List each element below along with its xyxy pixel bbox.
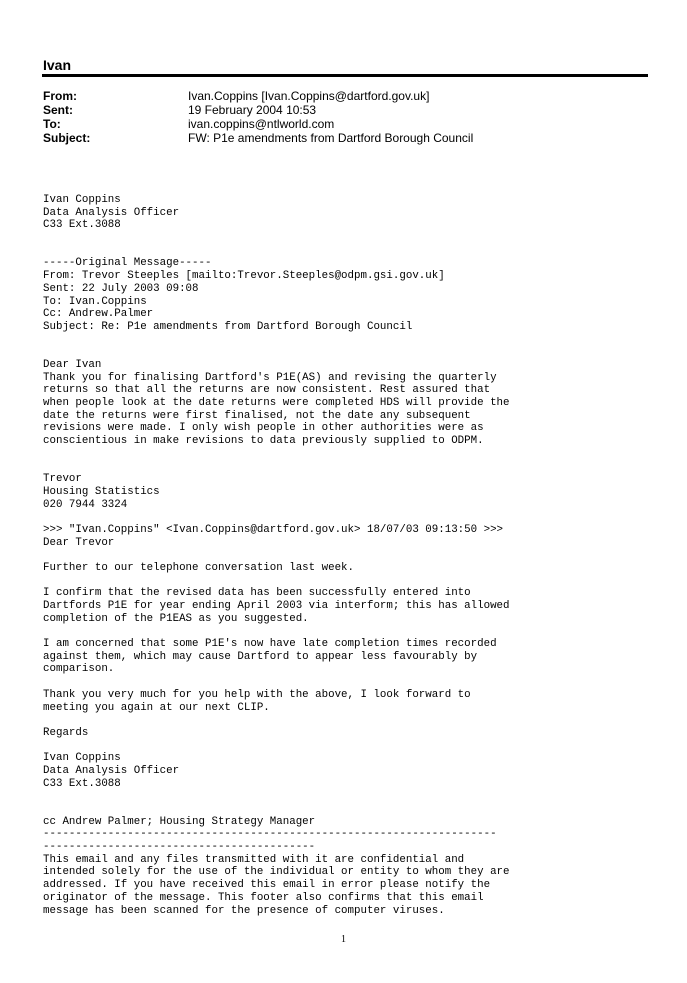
email-body-line bbox=[43, 790, 653, 803]
header-value: ivan.coppins@ntlworld.com bbox=[188, 117, 335, 131]
email-body-line: revisions were made. I only wish people in other authorities were as bbox=[43, 422, 484, 435]
email-body-line: I confirm that the revised data has been successfully entered into bbox=[43, 587, 471, 600]
email-body-line: intended solely for the use of the individual or entity to whom they are bbox=[43, 866, 510, 879]
email-body-line: Cc: Andrew.Palmer bbox=[43, 308, 154, 321]
email-body-line: >>> "Ivan.Coppins" <Ivan.Coppins@dartford.gov.uk> 18/07/03 09:13:50 >>> bbox=[43, 523, 504, 536]
email-body-line: Thank you very much for you help with the above, I look forward to bbox=[43, 688, 471, 701]
header-label: To: bbox=[43, 117, 61, 131]
email-header-table bbox=[43, 89, 643, 145]
sender-name: Ivan bbox=[43, 57, 72, 73]
header-label: From: bbox=[43, 89, 77, 103]
email-body-line: Thank you for finalising Dartford's P1E(AS) and revising the quarterly bbox=[43, 371, 497, 384]
email-body-line: date the returns were first finalised, not the date any subsequent bbox=[43, 409, 471, 422]
email-body-line: Data Analysis Officer bbox=[43, 206, 180, 219]
email-body-line: Dear Trevor bbox=[43, 536, 115, 549]
email-body-line bbox=[43, 511, 653, 524]
email-body-line bbox=[43, 232, 653, 245]
email-body-line bbox=[43, 575, 653, 588]
email-body-line: Data Analysis Officer bbox=[43, 764, 180, 777]
email-body-line: This email and any files transmitted with it are confidential and bbox=[43, 853, 465, 866]
email-body-line: From: Trevor Steeples [mailto:Trevor.Steeples@odpm.gsi.gov.uk] bbox=[43, 270, 445, 283]
email-body bbox=[43, 194, 653, 917]
email-body-line bbox=[43, 334, 653, 347]
header-label: Sent: bbox=[43, 103, 73, 117]
email-body-line: Ivan Coppins bbox=[43, 752, 121, 765]
email-body-line: C33 Ext.3088 bbox=[43, 777, 121, 790]
email-body-line bbox=[43, 549, 653, 562]
header-value: 19 February 2004 10:53 bbox=[188, 103, 317, 117]
email-body-line: Regards bbox=[43, 726, 89, 739]
email-body-line: completion of the P1EAS as you suggested. bbox=[43, 612, 309, 625]
header-value: Ivan.Coppins [Ivan.Coppins@dartford.gov.uk] bbox=[188, 89, 430, 103]
email-body-line: Further to our telephone conversation last week. bbox=[43, 561, 355, 574]
email-body-line: Dear Ivan bbox=[43, 358, 102, 371]
header-row-subject bbox=[43, 131, 643, 145]
email-body-line: -----Original Message----- bbox=[43, 257, 212, 270]
email-body-line: comparison. bbox=[43, 663, 115, 676]
email-body-line: conscientious in make revisions to data previously supplied to ODPM. bbox=[43, 435, 484, 448]
email-body-line: Ivan Coppins bbox=[43, 194, 121, 206]
header-divider bbox=[42, 74, 648, 77]
email-body-line: Housing Statistics bbox=[43, 485, 160, 498]
email-body-line: I am concerned that some P1E's now have late completion times recorded bbox=[43, 638, 497, 651]
email-body-line: Sent: 22 July 2003 09:08 bbox=[43, 282, 199, 295]
email-body-line: C33 Ext.3088 bbox=[43, 219, 121, 232]
email-body-line: ------------------------------------------ bbox=[43, 841, 316, 854]
email-body-line bbox=[43, 714, 653, 727]
email-body-line bbox=[43, 460, 653, 473]
email-body-line bbox=[43, 676, 653, 689]
email-body-line: 020 7944 3324 bbox=[43, 498, 128, 511]
email-body-line: message has been scanned for the presence of computer viruses. bbox=[43, 904, 445, 917]
page-number: 1 bbox=[341, 934, 346, 945]
email-body-line bbox=[43, 245, 653, 258]
email-body-line: ---------------------------------------------------------------------- bbox=[43, 828, 497, 841]
header-label: Subject: bbox=[43, 131, 91, 145]
email-body-line: Subject: Re: P1e amendments from Dartford Borough Council bbox=[43, 320, 413, 333]
header-row-to bbox=[43, 117, 643, 131]
email-body-line bbox=[43, 740, 653, 753]
email-body-line: against them, which may cause Dartford to appear less favourably by bbox=[43, 650, 478, 663]
email-body-line: cc Andrew Palmer; Housing Strategy Manager bbox=[43, 815, 316, 828]
header-row-sent bbox=[43, 103, 643, 117]
email-body-line bbox=[43, 625, 653, 638]
email-body-line: Trevor bbox=[43, 473, 82, 486]
email-body-line: To: Ivan.Coppins bbox=[43, 295, 147, 308]
header-value: FW: P1e amendments from Dartford Borough Council bbox=[188, 131, 474, 145]
email-body-line bbox=[43, 448, 653, 461]
email-body-line: Dartfords P1E for year ending April 2003 via interform; this has allowed bbox=[43, 600, 510, 612]
email-body-line bbox=[43, 346, 653, 359]
header-row-from bbox=[43, 89, 643, 103]
email-body-line: meeting you again at our next CLIP. bbox=[43, 701, 270, 714]
email-body-line: when people look at the date returns were completed HDS will provide the bbox=[43, 397, 510, 409]
email-body-line: originator of the message. This footer also confirms that this email bbox=[43, 891, 484, 904]
email-body-line: addressed. If you have received this email in error please notify the bbox=[43, 879, 491, 892]
email-body-line bbox=[43, 803, 653, 816]
email-body-line: returns so that all the returns are now consistent. Rest assured that bbox=[43, 384, 491, 397]
